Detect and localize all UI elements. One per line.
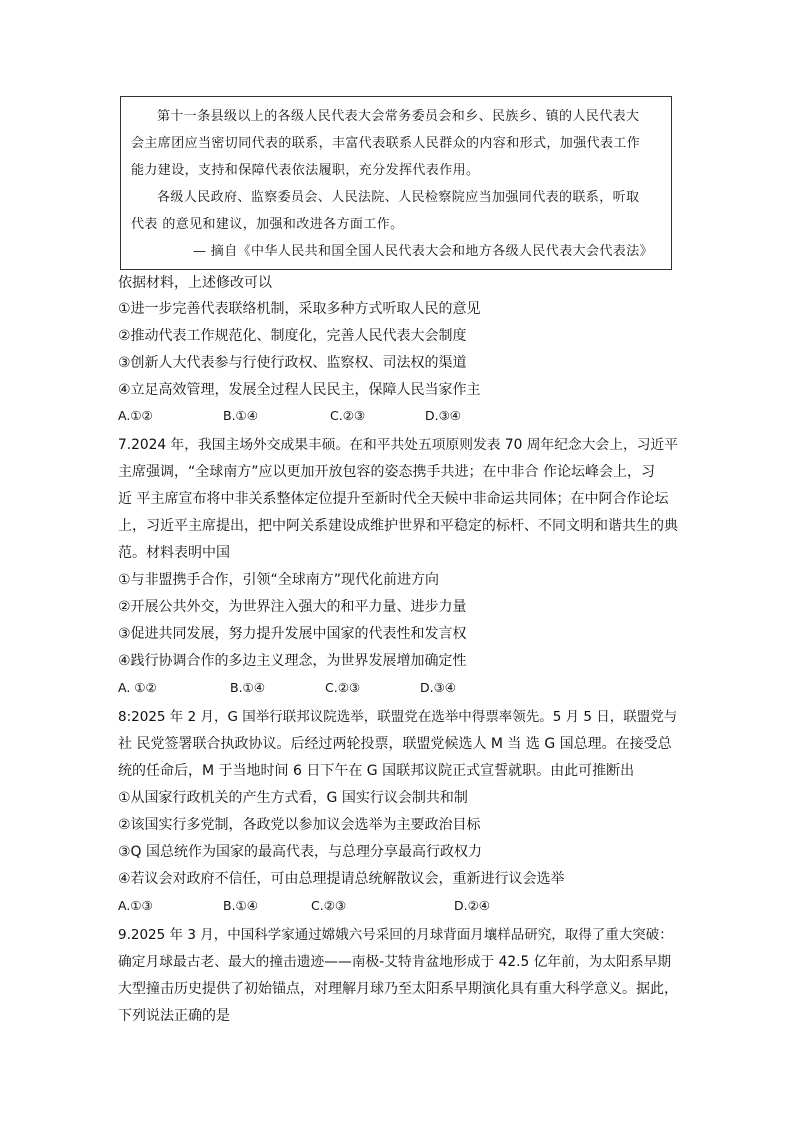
- option-c[interactable]: C.②③: [325, 680, 361, 695]
- q9-stem-line: 确定月球最古老、最大的撞击遗迹——南极-艾特肯盆地形成于 42.5 亿年前，为太阳系早期: [118, 954, 672, 970]
- q6-item: ④立足高效管理，发展全过程人民民主，保障人民当家作主: [118, 382, 481, 398]
- option-b[interactable]: B.①④: [230, 680, 265, 695]
- q9-stem-line: 下列说法正确的是: [118, 1008, 230, 1024]
- q7-stem-line: 主席强调，“全球南方”应以更加开放包容的姿态携手共进；在中非合 作论坛峰会上，习: [118, 464, 655, 480]
- option-a[interactable]: A. ①②: [118, 680, 157, 695]
- excerpt-line: 会主席团应当密切同代表的联系，丰富代表联系人民群众的内容和形式，加强代表工作: [131, 136, 641, 151]
- q8-stem-line: 社 民党签署联合执政协议。后经过两轮投票，联盟党候选人 M 当 选 G 国总理。在接受总: [118, 736, 672, 752]
- q7-stem-line: 7.2024 年，我国主场外交成果丰硕。在和平共处五项原则发表 70 周年纪念大会上，习近平: [118, 437, 678, 453]
- q6-item: ②推动代表工作规范化、制度化，完善人民代表大会制度: [118, 328, 467, 344]
- q7-item: ③促进共同发展，努力提升发展中国家的代表性和发言权: [118, 626, 467, 642]
- q7-stem-line: 上，习近平主席提出，把中阿关系建设成维护世界和平稳定的标杆、不同文明和谐共生的典: [118, 518, 678, 534]
- excerpt-source: — 摘自《中华人民共和国全国人民代表大会和地方各级人民代表大会代表法》: [192, 244, 653, 259]
- option-d[interactable]: D.③④: [420, 680, 457, 695]
- option-b[interactable]: B.①④: [223, 408, 258, 423]
- q8-item: ③Q 国总统作为国家的最高代表，与总理分享最高行政权力: [118, 844, 483, 860]
- excerpt-line: 能力建设，支持和保障代表依法履职，充分发挥代表作用。: [131, 163, 480, 178]
- law-excerpt-box: [120, 96, 672, 270]
- q6-item: ③创新人大代表参与行使行政权、监察权、司法权的渠道: [118, 355, 467, 371]
- q7-item: ①与非盟携手合作，引领“全球南方”现代化前进方向: [118, 572, 440, 588]
- q7-item: ②开展公共外交，为世界注入强大的和平力量、进步力量: [118, 599, 467, 615]
- q6-stem: 依据材料，上述修改可以: [118, 275, 272, 291]
- q7-stem-line: 近 平主席宣布将中非关系整体定位提升至新时代全天候中非命运共同体；在中阿合作论坛: [118, 491, 669, 507]
- option-b[interactable]: B.①④: [223, 898, 258, 913]
- excerpt-line: 第十一条县级以上的各级人民代表大会常务委员会和乡、民族乡、镇的人民代表大: [157, 109, 640, 124]
- q6-item: ①进一步完善代表联络机制，采取多种方式听取人民的意见: [118, 301, 481, 317]
- option-d[interactable]: D.②④: [454, 898, 491, 913]
- excerpt-line: 代表 的意见和建议，加强和改进各方面工作。: [131, 217, 404, 232]
- q8-stem-line: 统的任命后，M 于当地时间 6 日下午在 G 国联邦议院正式宣誓就职。由此可推断出: [118, 763, 635, 779]
- q9-stem-line: 9.2025 年 3 月，中国科学家通过嫦娥六号采回的月球背面月壤样品研究，取得了重大突破：: [118, 927, 673, 943]
- option-c[interactable]: C.②③: [330, 408, 366, 423]
- option-d[interactable]: D.③④: [425, 408, 462, 423]
- q8-item: ④若议会对政府不信任，可由总理提请总统解散议会，重新进行议会选举: [118, 871, 565, 887]
- q8-item: ①从国家行政机关的产生方式看，G 国实行议会制共和制: [118, 790, 468, 806]
- q7-item: ④践行协调合作的多边主义理念，为世界发展增加确定性: [118, 653, 467, 669]
- option-a[interactable]: A.①③: [118, 898, 153, 913]
- option-a[interactable]: A.①②: [118, 408, 153, 423]
- q9-stem-line: 大型撞击历史提供了初始锚点，对理解月球乃至太阳系早期演化具有重大科学意义。据此，: [118, 981, 678, 997]
- q8-item: ②该国实行多党制，各政党以参加议会选举为主要政治目标: [118, 817, 481, 833]
- option-c[interactable]: C.②③: [311, 898, 347, 913]
- q8-stem-line: 8:2025 年 2 月，G 国举行联邦议院选举，联盟党在选举中得票率领先。5 月 5 日，联盟党与: [118, 709, 678, 725]
- excerpt-line: 各级人民政府、监察委员会、人民法院、人民检察院应当加强同代表的联系，听取: [157, 190, 640, 205]
- q7-stem-line: 范。材料表明中国: [118, 545, 230, 561]
